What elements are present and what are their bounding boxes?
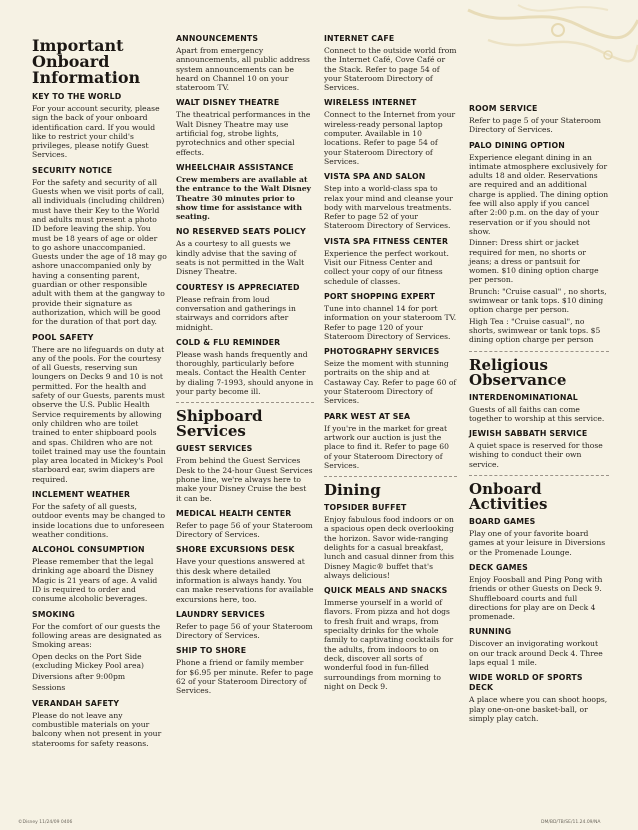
item-text: Diversions after 9:00pm: [32, 672, 126, 682]
item-text: For your account security, please sign the back of your onboard identification card. If you would like to restrict your child's privileges, please notify Guest Services.: [32, 104, 160, 160]
item-heading: SMOKING: [32, 609, 75, 619]
item-text: As a courtesy to all guests we kindly advise that the saving of seats is not permitted in the Walt Disney Theatre.: [176, 239, 305, 277]
item-heading: RUNNING: [469, 627, 512, 637]
info-block: [176, 444, 314, 502]
info-block: [176, 610, 314, 641]
item-text: A place where you can shoot hoops, play one-on-one basket-ball, or simply play catch.: [469, 695, 608, 723]
divider: [176, 402, 314, 403]
section-title: Religious Observance: [469, 355, 567, 389]
info-block: [32, 166, 167, 327]
item-heading: DECK GAMES: [469, 562, 528, 572]
info-block: [176, 509, 314, 540]
item-text: Apart from emergency announcements, all public address system announcements can be heard on Channel 10 on your stateroom TV.: [176, 46, 310, 93]
item-heading: ALCOHOL CONSUMPTION: [32, 545, 145, 555]
info-block: [469, 429, 609, 469]
section-items: [469, 393, 609, 469]
item-heading: WALT DISNEY THEATRE: [176, 98, 280, 108]
item-heading: WHEELCHAIR ASSISTANCE: [176, 162, 294, 172]
info-block: [176, 646, 314, 695]
info-block: [176, 34, 314, 92]
item-text: Brunch: "Cruise casual" , no shorts, swimwear or tank tops. $10 dining option charge per person.: [469, 286, 607, 315]
item-heading: VISTA SPA FITNESS CENTER: [324, 236, 449, 246]
item-text: Sessions: [32, 683, 66, 693]
item-text: Open decks on the Port Side (excluding Mickey Pool area): [32, 651, 144, 670]
item-text: Enjoy fabulous food indoors or on a spacious open deck overlooking the horizon. Savor wide-ranging delights for a casual breakfast, lunch and casual dinner from this Disney Magic® buffet that's always delicious!: [324, 515, 454, 580]
item-heading: ANNOUNCEMENTS: [176, 34, 259, 43]
item-heading: INTERDENOMINATIONAL: [469, 392, 578, 402]
info-block: [176, 98, 314, 156]
section-items: [324, 34, 457, 470]
footer-left-code: ©Disney 11/24/09 0406: [18, 820, 73, 825]
info-block: [32, 610, 167, 693]
info-block: [32, 92, 167, 160]
section-items: [176, 444, 314, 695]
item-heading: SECURITY NOTICE: [32, 165, 113, 175]
item-text: For the safety of all guests, outdoor events may be changed to inside locations due to unforeseen weather conditions.: [32, 501, 166, 539]
info-block: [32, 333, 167, 484]
decorative-flourish: [448, 0, 638, 80]
info-block: [324, 292, 457, 341]
item-heading: KEY TO THE WORLD: [32, 92, 122, 101]
item-text: Step into a world-class spa to relax your mind and cleanse your body with marvelous treatments. Refer to page 52 of your Stateroom Directory of Services.: [324, 184, 453, 231]
item-text: Tune into channel 14 for port information on your stateroom TV. Refer to page 120 of your Stateroom Directory of Services.: [324, 303, 457, 341]
item-heading: ROOM SERVICE: [469, 104, 538, 113]
divider: [324, 476, 457, 477]
item-heading: VISTA SPA AND SALON: [324, 172, 426, 182]
item-text: Dinner: Dress shirt or jacket required for men, no shorts or jeans; a dress or pantsuit for women. $10 dining option charge per person.: [469, 238, 599, 285]
item-text: Refer to page 56 of your Stateroom Directory of Services.: [176, 621, 313, 641]
item-text: The theatrical performances in the Walt Disney Theatre may use artificial fog, strobe lights, pyrotechnics and other special effects.: [176, 110, 311, 157]
info-block: [324, 412, 457, 470]
item-heading: SHORE EXCURSIONS DESK: [176, 545, 295, 555]
item-heading: NO RESERVED SEATS POLICY: [176, 227, 306, 237]
item-heading: WIDE WORLD OF SPORTS DECK: [469, 673, 583, 693]
section-title: Important Onboard Information: [32, 36, 141, 87]
column-2: [176, 34, 314, 702]
item-text: Seize the moment with stunning portraits on the ship and at Castaway Cay. Refer to page 60 of your Stateroom Directory of Services.: [324, 359, 457, 406]
item-text: Guests of all faiths can come together to worship at this service.: [469, 404, 605, 423]
item-heading: COLD & FLU REMINDER: [176, 337, 281, 347]
divider: [469, 351, 609, 352]
info-block: [324, 503, 457, 580]
info-block: [469, 517, 609, 557]
info-block: [324, 34, 457, 92]
item-heading: PALO DINING OPTION: [469, 140, 565, 150]
info-block: [176, 227, 314, 276]
section-title: Dining: [324, 481, 381, 500]
info-block: [469, 673, 609, 723]
info-block: [324, 237, 457, 286]
item-text: Enjoy Foosball and Ping Pong with friends or other Guests on Deck 9. Shuffleboard courts and full directions for play are on Deck 4 promenade.: [469, 574, 603, 622]
info-block: [469, 627, 609, 667]
item-heading: MEDICAL HEALTH CENTER: [176, 508, 292, 518]
item-heading: PORT SHOPPING EXPERT: [324, 291, 436, 301]
info-block: [32, 545, 167, 603]
info-block: [176, 338, 314, 396]
item-heading: BOARD GAMES: [469, 517, 536, 527]
info-block: [469, 563, 609, 621]
item-text: Experience the perfect workout. Visit our Fitness Center and collect your copy of our fitness schedule of classes.: [324, 248, 449, 286]
info-block: [469, 141, 609, 345]
section-items: [469, 104, 609, 345]
section-title: Onboard Activities: [469, 480, 548, 514]
item-heading: TOPSIDER BUFFET: [324, 503, 407, 513]
info-block: [469, 393, 609, 424]
item-text: Immerse yourself in a world of flavors. From pizza and hot dogs to fresh fruit and wraps, from specialty drinks for the whole family to captivating cocktails for the adults, from indoors to on deck, discover all sorts of wonderful food in fun-filled surroundings from morning to night on Deck 9.: [324, 598, 454, 691]
info-block: [176, 283, 314, 332]
item-text: Experience elegant dining in an intimate atmosphere exclusively for adults 18 and older. Reservations are required and an additional charge is applied. The dining option fee will also apply if you cancel after 2:00 p.m. on the day of your reservation or if you should not show.: [469, 152, 609, 236]
item-heading: VERANDAH SAFETY: [32, 698, 120, 708]
item-heading: GUEST SERVICES: [176, 444, 253, 454]
item-text: Connect to the outside world from the Internet Café, Cove Café or the Stack. Refer to page 54 of your Stateroom Directory of Services.: [324, 46, 457, 93]
item-text: A quiet space is reserved for those wishing to conduct their own service.: [469, 441, 603, 469]
column-1: [32, 38, 167, 754]
item-text: For the safety and security of all Guests when we visit ports of call, all individuals (including children) must have their Key to the World and adults must present a photo ID before leaving the ship. You must be 18 years of age or older to go ashore unaccompanied. Guests under the age of 18 may go ashore unaccompanied only by having a consenting parent, guardian or other responsible adult with them at the gangway to provide their signature as authorization, which will be good for the duration of that port day.: [32, 177, 167, 327]
info-block: [32, 490, 167, 539]
item-text: There are no lifeguards on duty at any of the pools. For the courtesy of all Guests, reserving sun loungers on Decks 9 and 10 is not permitted. For the health and safety of our Guests, parents must observe the U.S. Public Health Service requirements by allowing only children who are toilet trained to enter shipboard pools and spas. Children who are not toilet trained may use the fountain play area located in Mickey's Pool starboard ear, swim diapers are required.: [32, 344, 166, 484]
item-heading: LAUNDRY SERVICES: [176, 609, 265, 619]
item-text: Please refrain from loud conversation and gatherings in stairways and corridors after midnight.: [176, 294, 296, 332]
item-text: Please wash hands frequently and thoroughly, particularly before meals. Contact the Health Center by dialing 7-1993, should anyone in your party become ill.: [176, 349, 314, 397]
info-block: [32, 699, 167, 748]
info-block: [324, 347, 457, 405]
item-text: High Tea : "Cruise casual", no shorts, swimwear or tank tops. $5 dining option charge per person: [469, 316, 601, 345]
column-3: [324, 34, 457, 697]
item-text: From behind the Guest Services Desk to the 24-hour Guest Services phone line, we're always here to make your Disney Cruise the best it can be.: [176, 456, 313, 503]
info-block: [324, 172, 457, 230]
item-heading: JEWISH SABBATH SERVICE: [469, 429, 588, 439]
info-block: [324, 98, 457, 166]
info-block: [469, 104, 609, 135]
section-items: [324, 503, 457, 691]
item-heading: COURTESY IS APPRECIATED: [176, 282, 300, 292]
divider: [469, 475, 609, 476]
item-text: Play one of your favorite board games at your leisure in Diversions or the Promenade Lounge.: [469, 529, 606, 557]
section-title: Shipboard Services: [176, 407, 263, 441]
column-4: [469, 104, 609, 729]
item-text: Connect to the Internet from your wireless-ready personal laptop computer. Available in 10 locations. Refer to page 54 of your Stateroom Directory of Services.: [324, 110, 456, 166]
item-heading: QUICK MEALS AND SNACKS: [324, 586, 448, 596]
item-text: Phone a friend or family member for $6.95 per minute. Refer to page 62 of your Stateroom Directory of Services.: [176, 658, 314, 696]
item-text: For the comfort of our guests the following areas are designated as Smoking areas:: [32, 621, 162, 650]
section-items: [176, 34, 314, 396]
info-block: [176, 163, 314, 221]
item-text: Please do not leave any combustible materials on your balcony when not present in your staterooms for safety reasons.: [32, 710, 162, 748]
item-text: Refer to page 5 of your Stateroom Directory of Services.: [469, 116, 601, 135]
item-text: Crew members are available at the entrance to the Walt Disney Theatre 30 minutes prior to show time for assistance with seating.: [176, 174, 311, 222]
item-heading: WIRELESS INTERNET: [324, 98, 417, 108]
item-heading: SHIP TO SHORE: [176, 646, 247, 656]
item-heading: INCLEMENT WEATHER: [32, 489, 131, 499]
info-block: [324, 586, 457, 691]
item-text: Refer to page 56 of your Stateroom Directory of Services.: [176, 520, 313, 540]
item-text: If you're in the market for great artwork our auction is just the place to find it. Refer to page 60 of your Stateroom Directory of Services.: [324, 423, 449, 470]
item-text: Discover an invigorating workout on our track around Deck 4. Three laps equal 1 mile.: [469, 639, 603, 667]
info-block: [176, 545, 314, 603]
item-text: Have your questions answered at this desk where detailed information is always handy. You can make reservations for available excursions here, too.: [176, 557, 314, 604]
item-heading: PARK WEST AT SEA: [324, 411, 411, 421]
footer-right-code: DM/BD/TB/SE/11.24.09/NA: [541, 820, 601, 825]
item-heading: INTERNET CAFE: [324, 34, 395, 43]
section-items: [469, 517, 609, 723]
item-heading: PHOTOGRAPHY SERVICES: [324, 347, 440, 357]
item-text: Please remember that the legal drinking age aboard the Disney Magic is 21 years of age. A valid ID is required to order and consume alcoholic beverages.: [32, 557, 158, 604]
section-items: [32, 92, 167, 748]
item-heading: POOL SAFETY: [32, 332, 94, 342]
